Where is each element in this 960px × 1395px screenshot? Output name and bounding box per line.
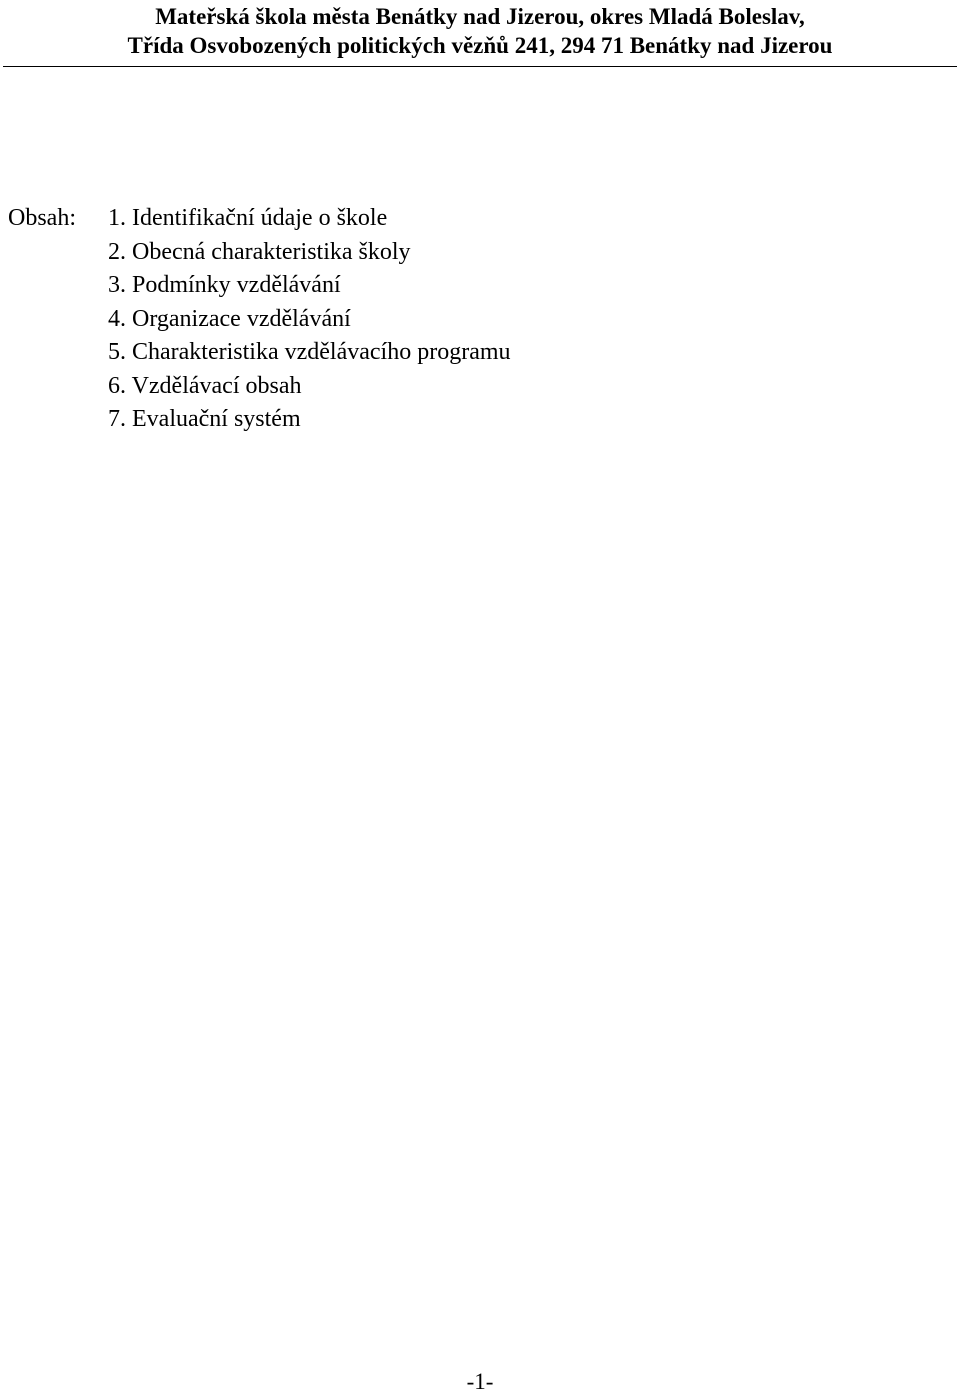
- header-school-address: Třída Osvobozených politických vězňů 241, 294 71 Benátky nad Jizerou: [127, 33, 833, 58]
- toc-item: 1. Identifikační údaje o škole: [108, 205, 388, 231]
- toc-item: 4. Organizace vzdělávání: [108, 305, 351, 332]
- toc-item: 5. Charakteristika vzdělávacího programu: [108, 339, 511, 365]
- toc-item: 7. Evaluační systém: [108, 406, 301, 432]
- toc-item: 6. Vzdělávací obsah: [108, 372, 302, 399]
- toc-item: 2. Obecná charakteristika školy: [108, 238, 411, 265]
- toc-item: 3. Podmínky vzdělávání: [108, 272, 341, 298]
- toc-list: [108, 202, 511, 437]
- header-school-name: Mateřská škola města Benátky nad Jizerou, okres Mladá Boleslav,: [155, 4, 805, 29]
- page-number: -1-: [466, 1369, 494, 1394]
- toc-label: Obsah:: [8, 205, 76, 231]
- header-divider: [3, 66, 957, 67]
- document-header: [0, 2, 960, 60]
